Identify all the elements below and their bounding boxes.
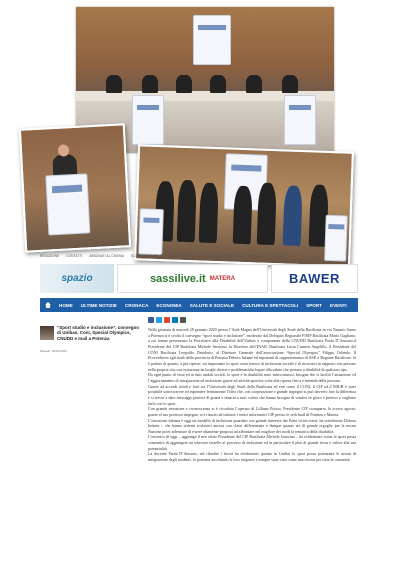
main-navbar bbox=[40, 298, 358, 312]
article-paragraph: Nella giornata di martedì 28 gennaio 2020 presso l’Aula Magna dell’Università degli Studi della Basilicata in via Nazario Sauro a Potenza si è svolto il convegno “sport studio e inclusione”, moderato dal Delegato Regionale FISIP Basilicata Mario Gagliano, a cui hanno presenziato la Prorettrice alla Disabilità dell’Unibas e componente della CNUDD Basilicata Paola D’Antonio,il Presidente del CIP Basilicata Michele Saracino, la Direttore dell’INAIL Basilicata Lucia Carmen Angelillo, il Presidente del CONI Basilicata Leopoldo Desiderio, al Direttore Generale dell’associazione “Special Olympics” Filippo Orlando, Il Provveditore agli studi della provincia di Potenza Debora Infante ed esponenti di rappresentanza di ASP, e Regione Basilicata. Si è parlato di quanto, a più riprese, sia importante lo sport come mezzo di inclusione sociale e di ritrovarsi in rapporto con persone nella propria vita con estrazione da luoghi diversi e problematiche legate alla salute che portano a disabilità di qualsiasi tipo. bbox=[148, 327, 356, 372]
email-icon[interactable] bbox=[180, 317, 186, 323]
attendee bbox=[257, 183, 277, 246]
speaker bbox=[142, 75, 158, 93]
linkedin-icon[interactable] bbox=[172, 317, 178, 323]
article-body bbox=[148, 327, 356, 463]
nav-cultura-spettacoli[interactable]: CULTURA E SPETTACOLI bbox=[242, 302, 299, 308]
article-date: Martedì, 28/01/2020 bbox=[40, 349, 67, 353]
share-bar bbox=[148, 317, 186, 323]
speaker-photo bbox=[19, 123, 131, 252]
event-banner bbox=[45, 173, 90, 235]
article-paragraph: La docente Paola D’Antonio, nel ribadire i lavori ha evidenziato quanto in Unibas lo sport possa potenziare le azioni di integrazione degli studenti, lo potenzia ascoltando le loro esigenze e sempre stata vista come una risorsa per tutta la comunità. bbox=[148, 451, 356, 463]
nav-ultime-notizie[interactable]: ULTIME NOTIZIE bbox=[80, 302, 117, 308]
article-paragraph: Grazie ad accordi solidi e forti tra l’Università degli Studi della Basilicata ed enti come il CONI, il CIP ed il MIUR è stato possibile sottoscrivere ed esprimere fermamente l’idea che, con cooperazione e grande impegno si può davvero fare la differenza e si riesce a dare messaggi positivi di grazia e tenacia a tutti coloro che hanno bisogno di sentirsi in gioco e proteso e vogliano farlo con lo sport. bbox=[148, 383, 356, 406]
nav-home[interactable]: HOME bbox=[59, 302, 73, 308]
ad-sassilive-label: sassilive.it bbox=[150, 272, 206, 285]
facebook-icon[interactable] bbox=[148, 317, 154, 323]
ad-spazio-label: spazio bbox=[61, 273, 93, 284]
group-photo bbox=[134, 144, 354, 267]
nav-salute-sociale[interactable]: SALUTE E SOCIALE bbox=[189, 302, 235, 308]
top-link-cookies[interactable]: COOKIES bbox=[269, 253, 285, 258]
attendee bbox=[233, 186, 253, 245]
top-link-redazione[interactable]: REDAZIONE bbox=[40, 253, 60, 258]
nav-eventi[interactable]: EVENTI bbox=[330, 302, 347, 308]
top-link-scrivi[interactable]: SCRIVI CON LITTLE bbox=[131, 253, 163, 258]
ad-banners bbox=[40, 264, 358, 293]
home-icon[interactable] bbox=[45, 302, 51, 308]
google-plus-icon[interactable] bbox=[164, 317, 170, 323]
nav-economia[interactable]: ECONOMIA bbox=[156, 302, 182, 308]
top-link-ultime-notizie[interactable]: ULTIME NOTIZIE bbox=[169, 253, 195, 258]
twitter-icon[interactable] bbox=[156, 317, 162, 323]
event-banner bbox=[193, 15, 231, 65]
ad-spazio[interactable] bbox=[40, 264, 114, 293]
article-paragraph: Da ogni punto di vista ed in tutti ambiti sociali, lo sport e la disabilità sono interconnessi, bisogna che si faciliti l’attuazione ed l’aggiornamento di integrazione ed inclusione grazie ad attività sportive volte alla ripresa fisica e mentale della persona. bbox=[148, 372, 356, 383]
speaker bbox=[106, 75, 122, 93]
article-paragraph: L’istruzione italiana è oggi un modello di inclusione guardato con grande interesse dai Paesi vicini esteri; ha sottolineato Debora Infante – che hanno sistemi scolastici ancora con classi differenziate e dunque quanto sia di grande orgoglio per la nostra Nazione poter affermare di essere altamente proposti ad affrontare nel migliore dei modi la tematica della disabilità. bbox=[148, 417, 356, 434]
top-link-abbonati[interactable]: ABBONATI AL CINEMA bbox=[89, 253, 125, 258]
attendee bbox=[177, 180, 197, 243]
event-banner bbox=[132, 95, 164, 145]
site-top-links bbox=[40, 252, 358, 259]
ad-bawer-label: BAWER bbox=[289, 271, 340, 286]
article-paragraph: Con grande emozione e riconoscenza si è ricordata l’operato di Lilliano Poisso, Presidente CIP scomparso lo scorso agosto; grazie al suo prezioso impegno, si è riusciti ad istituire i centri informativi CIP presso le sedi Inail di Potenza e Matera. bbox=[148, 406, 356, 417]
attendee bbox=[283, 185, 303, 246]
ad-sassilive[interactable] bbox=[117, 264, 268, 293]
ad-bawer[interactable] bbox=[271, 264, 358, 293]
article-thumbnail[interactable] bbox=[40, 326, 54, 340]
speaker bbox=[210, 75, 226, 93]
top-link-privacy[interactable]: PRIVACY bbox=[248, 253, 263, 258]
speaker bbox=[246, 75, 262, 93]
article-paragraph: L’incontro di oggi – aggiunge il neo eletto Presidente del CIP Basilicata Michele Saracino – ha evidenziato come lo sport possa consentire di aggiungere un ulteriore tassello al processo di inclusione ed in particolare il plus di grande forza e valore alla sua potenzialità. bbox=[148, 434, 356, 451]
nav-sport[interactable]: SPORT bbox=[306, 302, 322, 308]
ad-matera-label: MATERA bbox=[209, 275, 235, 282]
speaker bbox=[282, 75, 298, 93]
nav-cronaca[interactable]: CRONACA bbox=[124, 302, 149, 308]
top-link-condizioni[interactable]: CONDIZIONI DI SERVIZIO bbox=[201, 253, 242, 258]
event-banner bbox=[284, 95, 316, 145]
attendee bbox=[199, 182, 219, 243]
speaker bbox=[176, 75, 192, 93]
top-link-contatti[interactable]: CONTATTI bbox=[66, 253, 83, 258]
sidebar-article-title[interactable]: “Sport studio e inclusione”, convegno di Unibas, Coni, Special Olympics, CNUDD e Inail a Potenza bbox=[57, 325, 140, 341]
event-banner bbox=[138, 208, 164, 255]
